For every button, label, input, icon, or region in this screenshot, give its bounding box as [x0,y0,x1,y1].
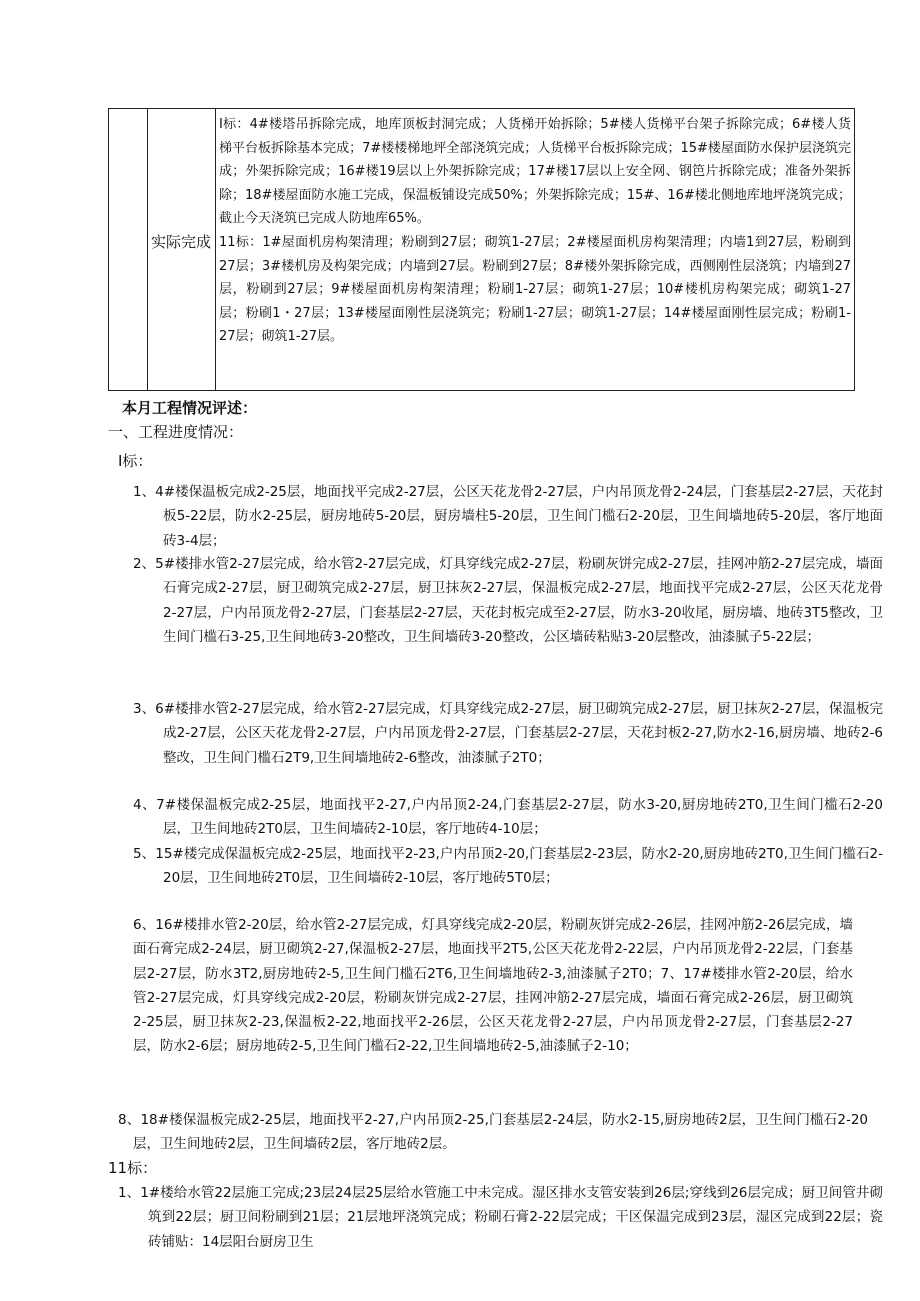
progress-heading: 一、工程进度情况： [108,423,244,441]
list-item-text: 7#楼保温板完成2-25层，地面找平2-27,户内吊顶2-24,门套基层2-27层，防水3-20,厨房地砖2T0,卫生间门槛石2-20层，卫生间地砖2T0层，卫生间墙砖2-10层，客厅地砖4-10层； [156,797,883,838]
list-item-5-building [133,552,883,649]
list-item-text: 4#楼保温板完成2-25层，地面找平完成2-27层，公区天花龙骨2-27层，户内吊顶龙骨2-24层，门套基层2-27层，天花封板5-22层，防水2-25层，厨房地砖5-20层，厨房墙柱5-20层，卫生间门槛石2-20层，卫生间墙地砖5-20层，客厅地面砖3-4层； [155,484,884,549]
table-divider-right [854,109,855,390]
list-item-number: 4、 [133,797,157,813]
list-item-text: 6#楼排水管2-27层完成，给水管2-27层完成，灯具穿线完成2-27层，厨卫砌筑完成2-27层，厨卫抹灰2-27层，保温板完成2-27层，公区天花龙骨2-27层，户内吊顶龙骨2-27层，门套基层2-27层，天花封板2-27,防水2-16,厨房墙、地砖2-6整改，卫生间门槛石2T9,卫生间墙地砖2-6整改，油漆腻子2T0； [155,701,884,766]
list-item-text: 5#楼排水管2-27层完成，给水管2-27层完成，灯具穿线完成2-27层，粉刷灰饼完成2-27层，挂网冲筋2-27层完成，墙面石膏完成2-27层，厨卫砌筑完成2-27层，厨卫抹灰2-27层，保温板完成2-27层，地面找平完成2-27层，公区天花龙骨2-27层，户内吊顶龙骨2-27层，门套基层2-27层，天花封板完成至2-27层，防水3-20收尾，厨房墙、地砖3T5整改，卫生间门槛石3-25,卫生间地砖3-20整改，卫生间墙砖3-20整改，公区墙砖粘贴3-20层整改，油漆腻子5-22层； [155,556,884,645]
table-divider-2 [215,109,216,390]
lot1-heading: I标： [118,452,153,470]
list-item-6-building [133,697,883,770]
actual-completion-label: 实际完成 [150,233,211,251]
actual-completion-content [219,113,851,349]
list-item-number: 2、 [133,556,156,572]
list-item-text: 15#楼完成保温板完成2-25层，地面找平2-23,户内吊顶2-20,门套基层2-23层，防水2-20,厨房地砖2T0,卫生间门槛石2-20层，卫生间地砖2T0层，卫生间墙砖2-10层，客厅地砖5T0层； [155,846,883,887]
lot11-completion-text: 11标：1#屋面机房构架清理；粉刷到27层；砌筑1-27层；2#楼屋面机房构架清理；内墙1到27层，粉刷到27层；3#楼机房及构架完成；内墙到27层。粉刷到27层；8#楼外架拆除完成，西侧刚性层浇筑；内墙到27层，粉刷到27层；9#楼屋面机房构架清理；粉刷1-27层；砌筑1-27层；10#楼机房构架完成；砌筑1-27层；粉刷1・27层；13#楼屋面刚性层浇筑完；粉刷1-27层；砌筑1-27层；14#楼屋面刚性层完成；粉刷1-27层；砌筑1-27层。 [219,234,851,345]
list-item-7-building [133,793,883,842]
list-item-4-building [133,480,883,553]
progress-table [108,108,855,391]
table-divider-1 [147,109,148,390]
list-item-text: 1#楼给水管22层施工完成;23层24层25层给水管施工中未完成。湿区排水支管安装到26层;穿线到26层完成；厨卫间管井砌筑到22层；厨卫间粉刷到21层；21层地坪浇筑完成；粉刷石膏2-22层完成；干区保温完成到23层，湿区完成到22层；瓷砖铺贴：14层阳台厨房卫生 [140,1185,883,1250]
month-review-heading: 本月工程情况评述： [122,399,258,417]
list-item-number: 5、 [133,846,156,862]
list-item-18-building: 8、18#楼保温板完成2-25层，地面找平2-27,户内吊顶2-25,门套基层2-24层，防水2-15,厨房地砖2层，卫生间门槛石2-20层，卫生间地砖2层，卫生间墙砖2层，客厅地砖2层。 [118,1112,868,1153]
lot11-heading: 11标： [108,1159,158,1177]
list-item-number: 3、 [133,701,156,717]
lot11-list-item-1 [118,1181,883,1254]
list-item-number: 1、 [133,484,156,500]
list-item-15-building [133,842,883,891]
list-item-16-17-building: 6、16#楼排水管2-20层，给水管2-27层完成，灯具穿线完成2-20层，粉刷灰饼完成2-26层，挂网冲筋2-26层完成，墙面石膏完成2-24层，厨卫砌筑2-27,保温板2-27层，地面找平2T5,公区天花龙骨2-22层，户内吊顶龙骨2-22层，门套基层2-27层，防水3T2,厨房地砖2-5,卫生间门槛石2T6,卫生间墙地砖2-3,油漆腻子2T0；7、17#楼排水管2-20层，给水管2-27层完成，灯具穿线完成2-20层，粉刷灰饼完成2-27层，挂网冲筋2-27层完成，墙面石膏完成2-26层，厨卫砌筑2-25层，厨卫抹灰2-23,保温板2-22,地面找平2-26层，公区天花龙骨2-27层，户内吊顶龙骨2-27层，门套基层2-27层，防水2-6层；厨房地砖2-5,卫生间门槛石2-22,卫生间墙地砖2-5,油漆腻子2-10； [133,917,853,1055]
lot1-completion-text: I标：4#楼塔吊拆除完成，地库顶板封洞完成；人货梯开始拆除；5#楼人货梯平台架子拆除完成；6#楼人货梯平台板拆除基本完成；7#楼楼梯地坪全部浇筑完成；人货梯平台板拆除完成；15#楼屋面防水保护层浇筑完成；外架拆除完成；16#楼19层以上外架拆除完成；17#楼17层以上安全网、钢笆片拆除完成；准备外架拆除；18#楼屋面防水施工完成，保温板铺设完成50%；外架拆除完成；15#、16#楼北侧地库地坪浇筑完成；截止今天浇筑已完成人防地库65%。 [219,117,851,227]
list-item-number: 1、 [118,1185,141,1201]
